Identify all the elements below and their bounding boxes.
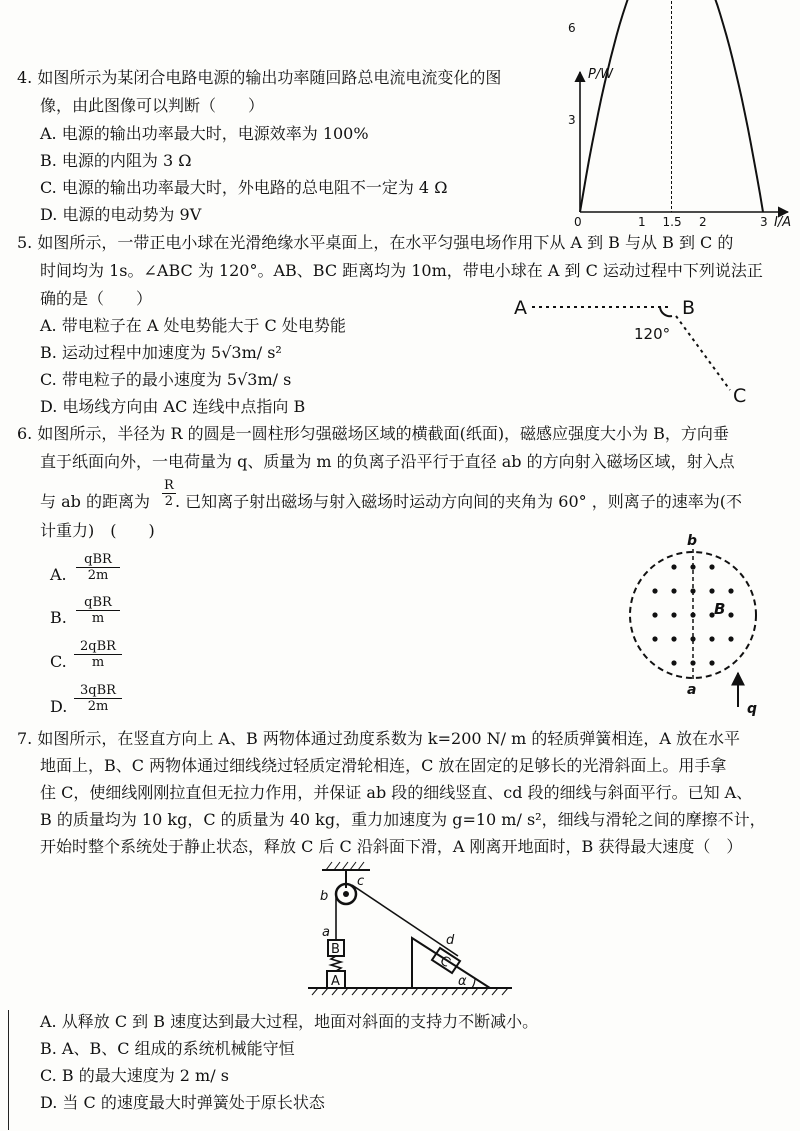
q7-stem-line1: 7. 如图所示，在竖直方向上 A、B 两物体通过劲度系数为 k=200 N/ m 的轻质弹簧相连，A 放在水平 — [17, 729, 741, 748]
field-dot — [728, 636, 733, 641]
angle-arc — [472, 979, 475, 988]
field-dot — [709, 588, 714, 593]
origin-label: 0 — [574, 215, 582, 229]
x-tick-label: 1.5 — [662, 215, 682, 229]
field-dot — [728, 612, 733, 617]
q6-option-d-label: D. — [50, 697, 68, 716]
option-a-numerator: qBR — [76, 552, 120, 568]
q6-option-a-fraction — [76, 552, 120, 583]
pulley-axle — [343, 891, 349, 897]
field-dot — [671, 636, 676, 641]
q6-option-c-fraction — [74, 639, 122, 670]
q5-option-d: D. 电场线方向由 AC 连线中点指向 B — [40, 397, 306, 416]
field-dot — [671, 588, 676, 593]
magnetic-field-figure — [615, 535, 795, 720]
label-a-point: a — [322, 925, 330, 940]
block-c-label: C — [436, 953, 453, 971]
x-tick-label: 3 — [760, 215, 768, 229]
x-tick-label: 2 — [699, 215, 707, 229]
q4-option-a: A. 电源的输出功率最大时，电源效率为 100% — [40, 124, 369, 143]
option-d-numerator: 3qBR — [74, 683, 122, 699]
q6-stem-line3-post: . 已知离子射出磁场与射入磁场时运动方向间的夹角为 60° ，则离子的速率为(不 — [175, 492, 742, 511]
point-b-label: B — [682, 297, 696, 319]
q5-option-c: C. 带电粒子的最小速度为 5√3m/ s — [40, 370, 292, 389]
option-c-denominator: m — [91, 655, 105, 670]
string-cd — [352, 885, 458, 956]
field-dot — [709, 564, 714, 569]
option-b-numerator: qBR — [76, 595, 120, 611]
power-current-graph — [560, 20, 800, 230]
q4-stem-line1: 4. 如图所示为某闭合电路电源的输出功率随回路总电流电流变化的图 — [17, 68, 502, 87]
point-a-label: A — [514, 297, 527, 319]
field-dot — [690, 588, 695, 593]
charge-q-label: q — [747, 701, 758, 717]
option-a-denominator: 2m — [87, 568, 109, 583]
field-dot — [671, 564, 676, 569]
label-d-point: d — [446, 933, 455, 948]
field-dot — [652, 588, 657, 593]
field-dot — [652, 636, 657, 641]
path-bc — [676, 316, 730, 390]
field-dot — [690, 636, 695, 641]
point-b-label: b — [687, 533, 698, 549]
q6-stem-line4: 计重力) ( ) — [40, 521, 155, 540]
field-b-label: B — [714, 600, 726, 618]
q6-option-b-label: B. — [50, 608, 67, 627]
q6-option-d-fraction — [74, 683, 122, 714]
fraction-denominator: 2 — [164, 494, 174, 509]
y-tick-label: 6 — [568, 20, 576, 35]
point-a-label: a — [687, 682, 697, 698]
q4-option-b: B. 电源的内阻为 3 Ω — [40, 151, 192, 170]
q5-option-a: A. 带电粒子在 A 处电势能大于 C 处电势能 — [40, 316, 346, 335]
fraction-numerator: R — [164, 478, 174, 493]
x-tick-label: 1 — [638, 215, 646, 229]
q6-distance-fraction — [162, 478, 176, 509]
ground-hatch — [312, 988, 508, 995]
label-c-point: c — [357, 874, 365, 889]
q5-stem-line2: 时间均为 1s。∠ABC 为 120°。AB、BC 距离均为 10m，带电小球在 A 到 C 运动过程中下列说法正 — [40, 261, 763, 280]
q6-stem-line2: 直于纸面向外，一电荷量为 q、质量为 m 的负离子沿平行于直径 ab 的方向射入磁场区域，射入点 — [40, 452, 735, 471]
option-c-numerator: 2qBR — [74, 639, 122, 655]
angle-arc — [660, 307, 672, 316]
q6-stem-line1: 6. 如图所示，半径为 R 的圆是一圆柱形匀强磁场区域的横截面(纸面)，磁感应强度大小为 B，方向垂 — [17, 424, 729, 443]
q5-stem-line3: 确的是（ ） — [40, 289, 153, 308]
field-dot — [690, 612, 695, 617]
q4-option-c: C. 电源的输出功率最大时，外电路的总电阻不一定为 4 Ω — [40, 178, 448, 197]
point-c-label: C — [733, 385, 747, 407]
q7-option-c: C. B 的最大速度为 2 m/ s — [40, 1066, 229, 1085]
field-dot — [709, 636, 714, 641]
y-axis-label: P/W — [588, 67, 614, 82]
field-dot — [652, 612, 657, 617]
angle-label: 120° — [634, 325, 671, 343]
q5-stem-line1: 5. 如图所示，一带正电小球在光滑绝缘水平桌面上，在水平匀强电场作用下从 A 到 B 与从 B 到 C 的 — [17, 233, 734, 252]
trajectory-figure — [510, 290, 770, 410]
block-a-label: A — [331, 974, 340, 989]
field-dot — [709, 660, 714, 665]
q7-option-d: D. 当 C 的速度最大时弹簧处于原长状态 — [40, 1093, 325, 1112]
q6-option-a-label: A. — [50, 565, 67, 584]
q5-option-b: B. 运动过程中加速度为 5√3m/ s² — [40, 343, 282, 362]
page-edge-line — [8, 1010, 9, 1130]
q6-stem-line3-pre: 与 ab 的距离为 — [40, 492, 150, 511]
q7-option-a: A. 从释放 C 到 B 速度达到最大过程，地面对斜面的支持力不断减小。 — [40, 1012, 539, 1031]
field-dot — [671, 660, 676, 665]
angle-alpha-label: α — [458, 974, 467, 989]
y-tick-label: 3 — [568, 112, 576, 127]
q7-stem-line3: 住 C，使细线刚刚拉直但无拉力作用，并保证 ab 段的细线竖直、cd 段的细线与斜面平行。已知 A、 — [40, 783, 753, 802]
ceiling-hatch — [326, 862, 364, 870]
field-dot — [728, 588, 733, 593]
spring — [331, 956, 341, 971]
q7-option-b: B. A、B、C 组成的系统机械能守恒 — [40, 1039, 295, 1058]
q7-stem-line2: 地面上，B、C 两物体通过细线绕过轻质定滑轮相连，C 放在固定的足够长的光滑斜面上。用手拿 — [40, 756, 727, 775]
x-axis-label: I/A — [774, 215, 792, 230]
field-dot — [690, 660, 695, 665]
q6-option-c-label: C. — [50, 652, 67, 671]
field-dot — [690, 564, 695, 569]
q7-stem-line4: B 的质量均为 10 kg，C 的质量为 40 kg，重力加速度为 g=10 m/ s²，细线与滑轮之间的摩擦不计， — [40, 810, 766, 829]
q4-option-d: D. 电源的电动势为 9V — [40, 205, 202, 224]
block-b-label: B — [331, 942, 340, 957]
q7-stem-line5: 开始时整个系统处于静止状态，释放 C 后 C 沿斜面下滑，A 刚离开地面时，B 获得最大速度（ ） — [40, 837, 743, 856]
option-b-denominator: m — [91, 611, 105, 626]
option-d-denominator: 2m — [87, 699, 109, 714]
label-b-point: b — [320, 889, 329, 904]
q4-stem-line2: 像，由此图像可以判断（ ） — [40, 96, 265, 115]
pulley-incline-figure — [300, 858, 530, 1003]
field-dot — [671, 612, 676, 617]
q6-option-b-fraction — [76, 595, 120, 626]
